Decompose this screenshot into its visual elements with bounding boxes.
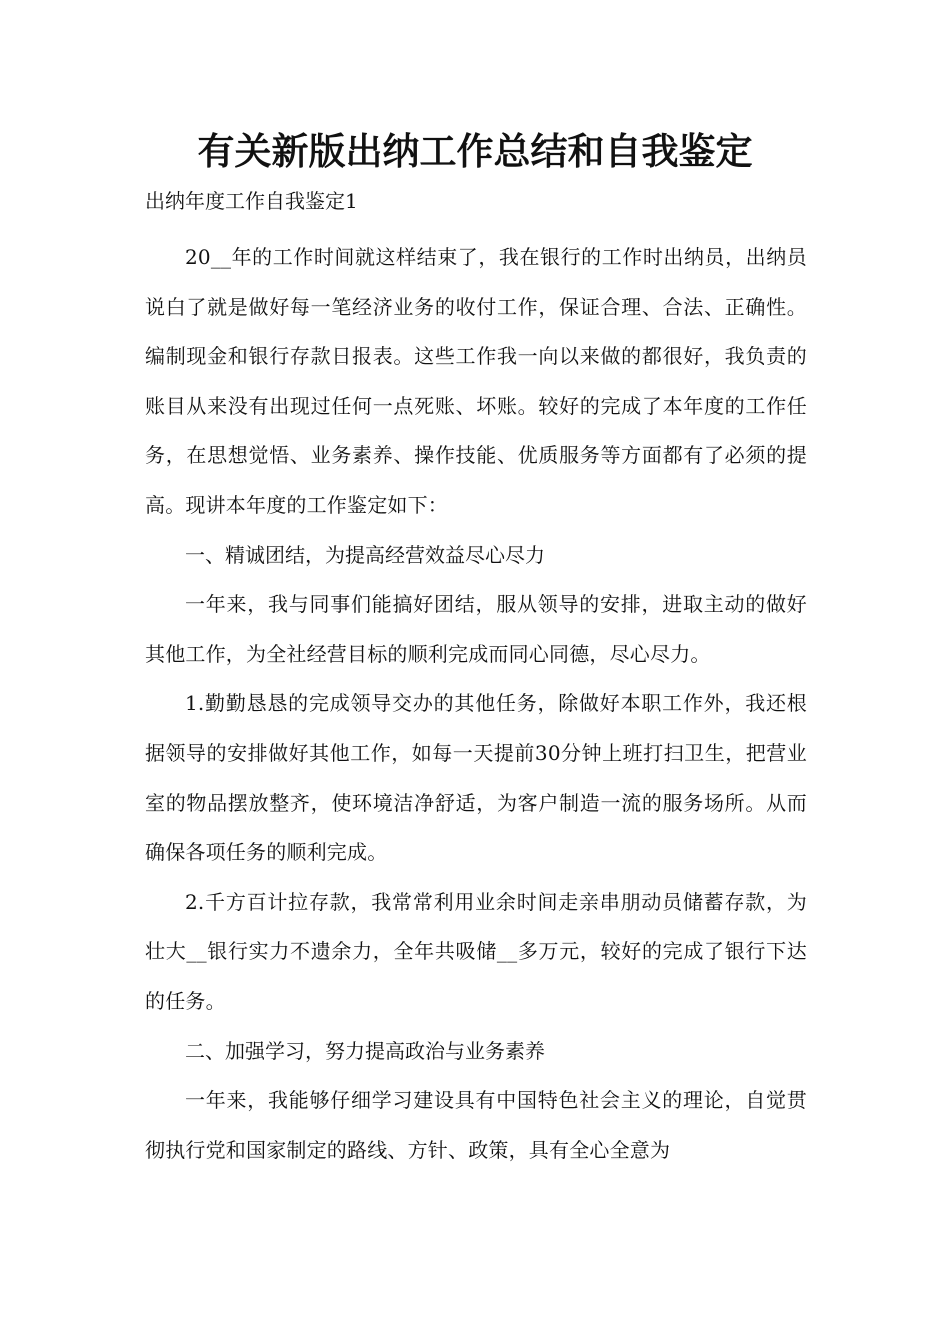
paragraph-item-2: 2.千方百计拉存款，我常常利用业余时间走亲串朋动员储蓄存款，为壮大__银行实力不遗余力，全年共吸储__多万元，较好的完成了银行下达的任务。 <box>145 889 807 1013</box>
paragraph-study: 一年来，我能够仔细学习建设具有中国特色社会主义的理论，自觉贯彻执行党和国家制定的路线、方针、政策，具有全心全意为 <box>145 1088 807 1162</box>
paragraph-item-1: 1.勤勤恳恳的完成领导交办的其他任务，除做好本职工作外，我还根据领导的安排做好其他工作，如每一天提前30分钟上班打扫卫生，把营业室的物品摆放整齐，使环境洁净舒适，为客户制造一流的服务场所。从而确保各项任务的顺利完成。 <box>145 691 807 865</box>
document-subtitle: 出纳年度工作自我鉴定1 <box>145 189 358 213</box>
paragraph-intro: 20__年的工作时间就这样结束了，我在银行的工作时出纳员，出纳员说白了就是做好每一笔经济业务的收付工作，保证合理、合法、正确性。编制现金和银行存款日报表。这些工作我一向以来做的都很好，我负责的账目从来没有出现过任何一点死账、坏账。较好的完成了本年度的工作任务，在思想觉悟、业务素养、操作技能、优质服务等方面都有了必须的提高。现讲本年度的工作鉴定如下： <box>145 245 807 517</box>
document-title: 有关新版出纳工作总结和自我鉴定 <box>197 130 753 173</box>
document-body <box>145 233 807 1175</box>
paragraph-unity: 一年来，我与同事们能搞好团结，服从领导的安排，进取主动的做好其他工作，为全社经营目标的顺利完成而同心同德，尽心尽力。 <box>145 592 807 666</box>
section-heading-2: 二、加强学习，努力提高政治与业务素养 <box>185 1038 545 1063</box>
section-heading-1: 一、精诚团结，为提高经营效益尽心尽力 <box>185 542 545 567</box>
